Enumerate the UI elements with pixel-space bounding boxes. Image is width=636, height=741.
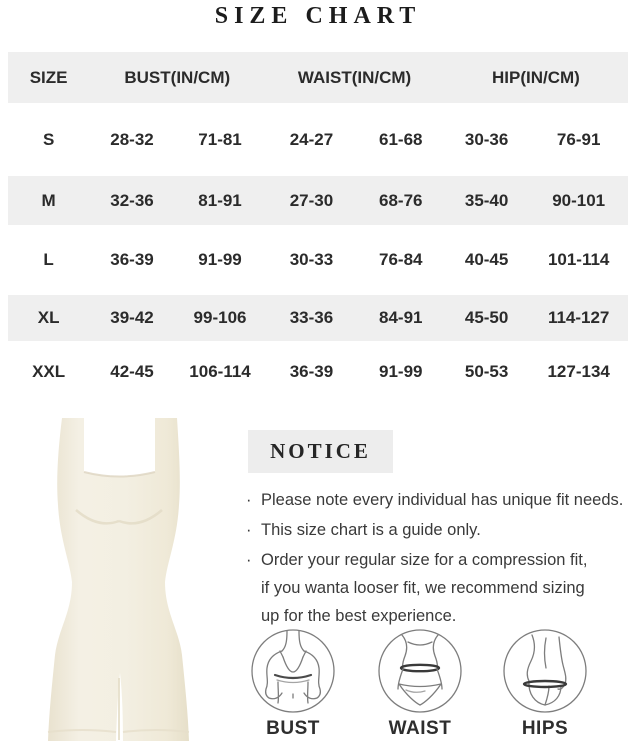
product-bodysuit-image xyxy=(28,410,210,741)
cell-bust-cm: 99-106 xyxy=(193,308,247,327)
cell-waist-in: 36-39 xyxy=(289,362,334,381)
measure-label-bust: BUST xyxy=(266,718,320,739)
notice-item xyxy=(246,486,632,514)
notice-text: This size chart is a guide only. xyxy=(261,521,481,539)
cell-bust-cm: 71-81 xyxy=(198,129,242,149)
table-row-s xyxy=(8,103,628,176)
cell-hip-cm: 114-127 xyxy=(547,308,610,327)
measure-guide-hips xyxy=(502,628,588,740)
measure-guide-bust xyxy=(250,628,336,740)
cell-bust-cm: 106-114 xyxy=(189,362,251,381)
cell-size: XXL xyxy=(32,362,66,381)
table-row-xxl xyxy=(8,341,628,403)
notice-item xyxy=(246,546,632,630)
waist-measure-icon xyxy=(377,628,463,714)
hips-measure-icon xyxy=(502,628,588,714)
cell-bust-cm: 81-91 xyxy=(198,190,242,210)
cell-size: XL xyxy=(37,308,60,327)
bullet-icon: · xyxy=(246,521,252,539)
cell-waist-in: 30-33 xyxy=(289,250,334,269)
cell-waist-in: 24-27 xyxy=(289,129,334,149)
cell-bust-in: 28-32 xyxy=(110,129,154,149)
table-row-xl xyxy=(8,295,628,341)
cell-hip-cm: 101-114 xyxy=(547,250,610,269)
notice-text: Order your regular size for a compression fit, xyxy=(261,551,588,569)
header-waist: WAIST(IN/CM) xyxy=(297,67,412,87)
cell-hip-cm: 90-101 xyxy=(552,190,606,210)
cell-hip-cm: 76-91 xyxy=(556,129,601,149)
cell-waist-cm: 68-76 xyxy=(379,190,423,210)
cell-waist-cm: 76-84 xyxy=(379,250,423,269)
cell-bust-cm: 91-99 xyxy=(198,250,242,269)
cell-waist-cm: 91-99 xyxy=(379,362,423,381)
cell-waist-in: 27-30 xyxy=(289,190,334,210)
cell-bust-in: 42-45 xyxy=(110,362,154,381)
cell-bust-in: 32-36 xyxy=(110,190,154,210)
cell-waist-cm: 84-91 xyxy=(379,308,423,327)
bullet-icon: · xyxy=(246,491,252,509)
table-row-l xyxy=(8,225,628,295)
cell-waist-cm: 61-68 xyxy=(379,129,423,149)
header-bust: BUST(IN/CM) xyxy=(124,67,231,87)
notice-item xyxy=(246,516,632,544)
table-header-row xyxy=(8,52,628,103)
cell-size: M xyxy=(41,190,56,210)
notice-heading: NOTICE xyxy=(248,430,393,473)
notice-list xyxy=(246,486,632,632)
bodysuit-illustration xyxy=(28,410,210,741)
measure-label-waist: WAIST xyxy=(388,718,452,739)
notice-text: up for the best experience. xyxy=(261,607,457,625)
cell-hip-cm: 127-134 xyxy=(547,362,610,381)
cell-size: S xyxy=(42,129,55,149)
page-title: SIZE CHART xyxy=(214,3,422,29)
cell-hip-in: 45-50 xyxy=(464,308,509,327)
cell-hip-in: 35-40 xyxy=(464,190,509,210)
cell-hip-in: 50-53 xyxy=(464,362,509,381)
cell-hip-in: 40-45 xyxy=(464,250,509,269)
measure-label-hips: HIPS xyxy=(521,718,569,739)
notice-text: if you wanta looser fit, we recommend sizing xyxy=(261,579,585,597)
header-size: SIZE xyxy=(29,67,68,87)
cell-bust-in: 39-42 xyxy=(110,308,154,327)
notice-text: Please note every individual has unique fit needs. xyxy=(261,491,624,509)
cell-size: L xyxy=(43,250,54,269)
size-table xyxy=(8,52,628,403)
cell-bust-in: 36-39 xyxy=(110,250,154,269)
bust-measure-icon xyxy=(250,628,336,714)
measure-guide-waist xyxy=(377,628,463,740)
bullet-icon: · xyxy=(246,551,252,569)
header-hip: HIP(IN/CM) xyxy=(491,67,580,87)
cell-waist-in: 33-36 xyxy=(289,308,334,327)
cell-hip-in: 30-36 xyxy=(464,129,509,149)
table-row-m xyxy=(8,176,628,225)
